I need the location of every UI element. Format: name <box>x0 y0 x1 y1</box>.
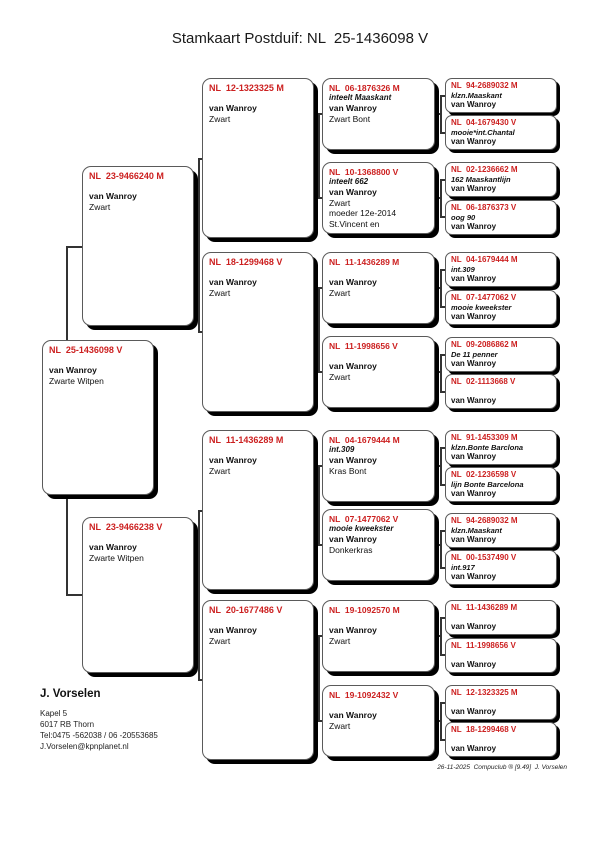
pedigree-box-gen4-5 <box>322 430 435 502</box>
bird-color: Zwart Bont <box>329 113 371 124</box>
loft-name: van Wanroy <box>451 744 497 753</box>
connector-line <box>318 466 320 546</box>
ring-number: NL 11-1998656 V <box>329 341 398 351</box>
ring-number: NL 04-1679430 V <box>451 118 517 127</box>
pedigree-box-gen4-8 <box>322 685 435 757</box>
ring-number: NL 23-9466238 V <box>89 522 163 532</box>
pedigree-note: mooie*int.Chantal <box>451 127 515 137</box>
loft-name: van Wanroy <box>209 455 257 465</box>
loft-name: van Wanroy <box>451 396 497 405</box>
bird-color: Kras Bont <box>329 465 367 476</box>
loft-name: van Wanroy <box>451 359 497 368</box>
pedigree-note: klzn.Maaskant <box>451 90 502 100</box>
ring-number: NL 02-1236598 V <box>451 470 517 479</box>
loft-name: van Wanroy <box>209 103 257 113</box>
loft-name: van Wanroy <box>451 222 497 231</box>
pedigree-box-gen4-3 <box>322 252 435 324</box>
pedigree-box-gen5-7 <box>445 337 557 372</box>
pedigree-note: 162 Maaskantlijn <box>451 174 511 184</box>
pedigree-box-gen5-1 <box>445 78 557 113</box>
ring-number: NL 94-2689032 M <box>451 516 518 525</box>
bird-color: Zwart <box>209 287 231 298</box>
pedigree-box-gen4-1 <box>322 78 435 150</box>
connector-line <box>435 635 441 637</box>
page-title: Stamkaart Postduif: NL 25-1436098 V <box>171 30 429 47</box>
loft-name: van Wanroy <box>451 452 497 461</box>
connector-line <box>314 331 319 333</box>
pedigree-box-gen5-11 <box>445 513 557 548</box>
pedigree-box-gen5-2 <box>445 115 557 150</box>
ring-number: NL 23-9466240 M <box>89 171 164 181</box>
loft-name: van Wanroy <box>451 660 497 669</box>
pedigree-note: mooie kweekster <box>451 302 512 312</box>
loft-name: van Wanroy <box>209 277 257 287</box>
bird-color: Zwarte Witpen <box>89 552 144 563</box>
ring-number: NL 06-1876373 V <box>451 203 517 212</box>
ring-number: NL 25-1436098 V <box>49 345 123 355</box>
pedigree-box-gen5-13 <box>445 600 557 635</box>
bird-color: Zwart <box>329 720 351 731</box>
loft-name: van Wanroy <box>329 534 377 544</box>
pedigree-box-gen5-5 <box>445 252 557 287</box>
connector-line <box>435 287 441 289</box>
connector-line <box>440 530 442 568</box>
pedigree-note: mooie kweekster <box>329 524 394 533</box>
pedigree-box-gen3-3 <box>202 430 314 590</box>
pedigree-note: klzn.Maaskant <box>451 525 502 535</box>
bird-color: Zwart <box>209 635 231 646</box>
ring-number: NL 94-2689032 M <box>451 81 518 90</box>
bird-color: Donkerkras <box>329 544 373 555</box>
connector-line <box>66 246 68 340</box>
pedigree-note: inteelt 662 <box>329 177 369 186</box>
loft-name: van Wanroy <box>451 137 497 146</box>
connector-line <box>435 720 441 722</box>
pedigree-note: int.309 <box>329 445 355 454</box>
pedigree-note: inteelt Maaskant <box>329 93 392 102</box>
pedigree-extra-line: St.Vincent en <box>329 218 380 229</box>
ring-number: NL 06-1876326 M <box>329 83 400 93</box>
pedigree-box-sire <box>82 166 194 326</box>
loft-name: van Wanroy <box>329 361 377 371</box>
owner-block <box>40 688 158 752</box>
pedigree-box-gen5-14 <box>445 638 557 673</box>
print-footer: 26-11-2025 Compuclub ® [9.49] J. Vorselen <box>437 764 567 771</box>
owner-name: J. Vorselen <box>40 688 101 700</box>
connector-line <box>314 679 319 681</box>
loft-name: van Wanroy <box>329 625 377 635</box>
ring-number: NL 00-1537490 V <box>451 553 517 562</box>
loft-name: van Wanroy <box>451 622 497 631</box>
pedigree-box-gen3-2 <box>202 252 314 412</box>
ring-number: NL 12-1323325 M <box>451 688 518 697</box>
pedigree-note: oog 90 <box>451 212 476 222</box>
connector-line <box>435 371 441 373</box>
bird-color: Zwart <box>209 113 231 124</box>
pedigree-box-gen4-2 <box>322 162 435 234</box>
ring-number: NL 07-1477062 V <box>451 293 517 302</box>
loft-name: van Wanroy <box>451 489 497 498</box>
pedigree-box-gen4-4 <box>322 336 435 408</box>
pedigree-box-gen5-8 <box>445 374 557 409</box>
loft-name: van Wanroy <box>329 103 377 113</box>
pedigree-note <box>451 613 551 623</box>
connector-line <box>435 465 441 467</box>
connector-line <box>194 594 199 596</box>
pedigree-box-gen5-16 <box>445 722 557 757</box>
loft-name: van Wanroy <box>89 191 137 201</box>
connector-line <box>440 179 442 218</box>
connector-line <box>194 245 199 247</box>
loft-name: van Wanroy <box>451 707 497 716</box>
loft-name: van Wanroy <box>329 277 377 287</box>
pedigree-box-gen3-1 <box>202 78 314 238</box>
pedigree-note <box>451 735 551 745</box>
bird-color: Zwart <box>329 371 351 382</box>
pedigree-note <box>329 615 428 625</box>
connector-line <box>66 594 83 596</box>
loft-name: van Wanroy <box>451 184 497 193</box>
pedigree-box-gen5-15 <box>445 685 557 720</box>
connector-line <box>314 509 319 511</box>
pedigree-box-dam <box>82 517 194 673</box>
connector-line <box>66 495 68 595</box>
pedigree-note: De 11 penner <box>451 349 498 359</box>
pedigree-box-gen5-3 <box>445 162 557 197</box>
connector-line <box>435 197 441 199</box>
ring-number: NL 09-2086862 M <box>451 340 518 349</box>
ring-number: NL 10-1368800 V <box>329 167 399 177</box>
owner-phone: Tel:0475 -562038 / 06 -20553685 <box>40 731 158 740</box>
pedigree-box-gen5-9 <box>445 430 557 465</box>
loft-name: van Wanroy <box>209 625 257 635</box>
pedigree-note <box>329 267 428 277</box>
ring-number: NL 19-1092432 V <box>329 690 399 700</box>
connector-line <box>66 246 83 248</box>
bird-color: Zwart <box>329 635 351 646</box>
bird-color: Zwart <box>329 197 351 208</box>
pedigree-box-gen5-4 <box>445 200 557 235</box>
loft-name: van Wanroy <box>451 100 497 109</box>
pedigree-note: klzn.Bonte Barclona <box>451 442 524 452</box>
pedigree-note <box>451 651 551 661</box>
pedigree-box-subject <box>42 340 154 495</box>
pedigree-box-gen5-12 <box>445 550 557 585</box>
connector-line <box>435 544 441 546</box>
ring-number: NL 02-1113668 V <box>451 377 516 386</box>
ring-number: NL 18-1299468 V <box>451 725 517 734</box>
connector-line <box>440 354 442 392</box>
ring-number: NL 07-1477062 V <box>329 514 399 524</box>
ring-number: NL 11-1436289 M <box>209 435 284 445</box>
ring-number: NL 04-1679444 M <box>451 255 518 264</box>
owner-address-line1: Kapel 5 <box>40 709 68 718</box>
connector-line <box>435 113 441 115</box>
bird-color: Zwart <box>89 201 111 212</box>
pedigree-note: lijn Bonte Barcelona <box>451 479 524 489</box>
ring-number: NL 11-1998656 V <box>451 641 516 650</box>
connector-line <box>440 617 442 656</box>
bird-color: Zwart <box>329 287 351 298</box>
ring-number: NL 12-1323325 M <box>209 83 284 93</box>
loft-name: van Wanroy <box>451 535 497 544</box>
pedigree-box-gen4-6 <box>322 509 435 581</box>
pedigree-extra-line: moeder 12e-2014 <box>329 208 397 218</box>
bird-color: Zwart <box>209 465 231 476</box>
ring-number: NL 19-1092570 M <box>329 605 400 615</box>
ring-number: NL 11-1436289 M <box>451 603 518 612</box>
ring-number: NL 20-1677486 V <box>209 605 283 615</box>
pedigree-box-gen5-6 <box>445 290 557 325</box>
pedigree-note <box>451 387 551 397</box>
owner-email: J.Vorselen@kpnplanet.nl <box>40 742 129 751</box>
pedigree-note <box>329 351 428 361</box>
ring-number: NL 91-1453309 M <box>451 433 518 442</box>
pedigree-note <box>329 700 428 710</box>
loft-name: van Wanroy <box>451 572 497 581</box>
ring-number: NL 04-1679444 M <box>329 435 400 445</box>
loft-name: van Wanroy <box>451 312 497 321</box>
connector-line <box>318 114 320 198</box>
pedigree-box-gen5-10 <box>445 467 557 502</box>
loft-name: van Wanroy <box>49 365 97 375</box>
loft-name: van Wanroy <box>451 274 497 283</box>
pedigree-note <box>451 698 551 708</box>
connector-line <box>318 288 320 372</box>
pedigree-note: int.917 <box>451 562 475 572</box>
pedigree-box-gen4-7 <box>322 600 435 672</box>
owner-address-line2: 6017 RB Thorn <box>40 720 95 729</box>
bird-color: Zwarte Witpen <box>49 375 104 386</box>
ring-number: NL 18-1299468 V <box>209 257 283 267</box>
ring-number: NL 02-1236662 M <box>451 165 518 174</box>
pedigree-note: int.309 <box>451 264 475 274</box>
connector-line <box>314 157 319 159</box>
loft-name: van Wanroy <box>329 710 377 720</box>
loft-name: van Wanroy <box>89 542 137 552</box>
ring-number: NL 11-1436289 M <box>329 257 400 267</box>
loft-name: van Wanroy <box>329 187 377 197</box>
loft-name: van Wanroy <box>329 455 377 465</box>
connector-line <box>440 269 442 308</box>
pedigree-box-gen3-4 <box>202 600 314 760</box>
